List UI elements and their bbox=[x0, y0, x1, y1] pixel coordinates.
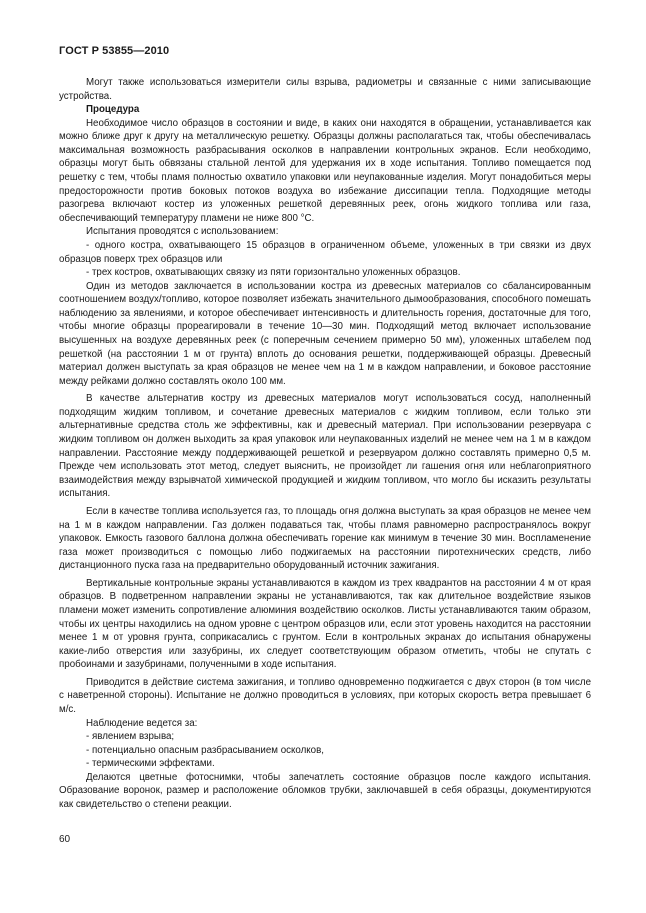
paragraph: Испытания проводятся с использованием: bbox=[86, 226, 279, 238]
page-number: 60 bbox=[59, 834, 71, 845]
paragraph: Необходимое число образцов в состоянии и виде, в каких они находятся в обращении, устанавливается как можно ближе друг к другу на металлическую решетку. Образцы должны располагаться так, чтобы обеспечивалась максимальная возможность разбрасывания осколков в направлении контрольных экранов. Если необходимо, образцы могут быть обвязаны стальной лентой для удержания их в ходе испытания. Топливо помещается под решетку с тем, чтобы пламя полностью охватило упаковки или неупакованные изделия. Могут понадобиться меры предосторожности против боковых потоков воздуха во избежание диссипации тепла. Подходящие методы разогрева включают костер из уложенных решеткой деревянных реек, огонь жидкого топлива или газа, обеспечивающий температуру пламени не ниже 800 °С. bbox=[59, 117, 591, 224]
list-item: - потенциально опасным разбрасыванием осколков, bbox=[86, 744, 324, 756]
paragraph: Могут также использоваться измерители силы взрыва, радиометры и связанные с ними записывающие устройства. bbox=[59, 77, 591, 102]
paragraph: Делаются цветные фотоснимки, чтобы запечатлеть состояние образцов после каждого испытания. Образование воронок, размер и расположение обломков трубки, заключавшей в себя образцы, документируются как свидетельство о степени реакции. bbox=[59, 771, 591, 811]
list-item: - термическими эффектами. bbox=[86, 758, 215, 770]
list-item: - одного костра, охватывающего 15 образцов в ограниченном объеме, уложенных в три связки из двух образцов поверх трех образцов или bbox=[59, 239, 591, 265]
document-header: ГОСТ Р 53855—2010 bbox=[59, 45, 170, 57]
section-heading: Процедура bbox=[86, 104, 140, 116]
paragraph: Один из методов заключается в использовании костра из древесных материалов со сбалансированным соотношением воздух/топливо, которое позволяет избежать значительного дымообразования, способного помешать наблюдению за явлениями, и которое обеспечивает интенсивность и длительность горения, достаточные для того, чтобы многие образцы прореагировали в течение 10—30 мин. Подходящий метод включает использование высушенных на воздухе деревянных реек (с поперечным сечением примерно 50 мм), уложенных штабелем под решеткой (на расстоянии 1 м от грунта) вплоть до основания решетки, поддерживающей образцы. Древесный материал должен выступать за края образцов не менее чем на 1 м в каждом направлении, и боковое расстояние между рейками должно составлять около 100 мм. bbox=[59, 280, 591, 387]
paragraph: Наблюдение ведется за: bbox=[86, 717, 198, 729]
list-item: - явлением взрыва; bbox=[86, 731, 175, 743]
list-item: - трех костров, охватывающих связку из пяти горизонтально уложенных образцов. bbox=[86, 267, 461, 279]
paragraph: В качестве альтернатив костру из древесных материалов могут использоваться сосуд, наполненный подходящим жидким топливом, и сочетание древесных материалов с жидким топливом, если только эти альтернативные средства столь же эффективны, как и древесный материал. При использовании резервуара с жидким топливом он должен выходить за края упаковок или неупакованных изделий не менее чем на 1 м в каждом направлении. Расстояние между поддерживающей решеткой и резервуаром должно составлять примерно 0,5 м. Прежде чем использовать этот метод, следует выяснить, не произойдет ли гашения огня или неблагоприятного взаимодействия между взрывчатой химической продукцией и жидким топливом, что могло бы исказить результаты испытания. bbox=[59, 393, 591, 500]
document-body bbox=[59, 76, 591, 812]
paragraph: Приводится в действие система зажигания, и топливо одновременно поджигается с двух сторон (в том числе с наветренной стороны). Испытание не должно проводиться в условиях, при которых скорость ветра превышает 6 м/с. bbox=[59, 676, 591, 716]
paragraph: Если в качестве топлива используется газ, то площадь огня должна выступать за края образцов не менее чем на 1 м в каждом направлении. Газ должен подаваться так, чтобы пламя равномерно распространялось вокруг упаковок. Емкость газового баллона должна обеспечивать горение как минимум в течение 30 мин. Воспламенение газа может производиться с помощью либо поджигаемых на расстоянии пиротехнических средств, либо дистанционного пуска газа на предварительно оборудованный источник зажигания. bbox=[59, 505, 591, 572]
paragraph: Вертикальные контрольные экраны устанавливаются в каждом из трех квадрантов на расстоянии 4 м от края образцов. В подветренном направлении экраны не устанавливаются, так как длительное воздействие языков пламени может изменить сопротивление алюминия воздействию осколков. Листы устанавливаются таким образом, чтобы их центры находились на одном уровне с центром образцов или, если этот уровень находится на расстоянии менее 1 м от уровня грунта, соприкасались с грунтом. Если в контрольных экранах до испытания обнаружены какие-либо отверстия или зазубрины, их следует соответствующим образом отметить, чтобы не спутать с пробоинами и зазубринами, полученными в ходе испытания. bbox=[59, 577, 591, 671]
